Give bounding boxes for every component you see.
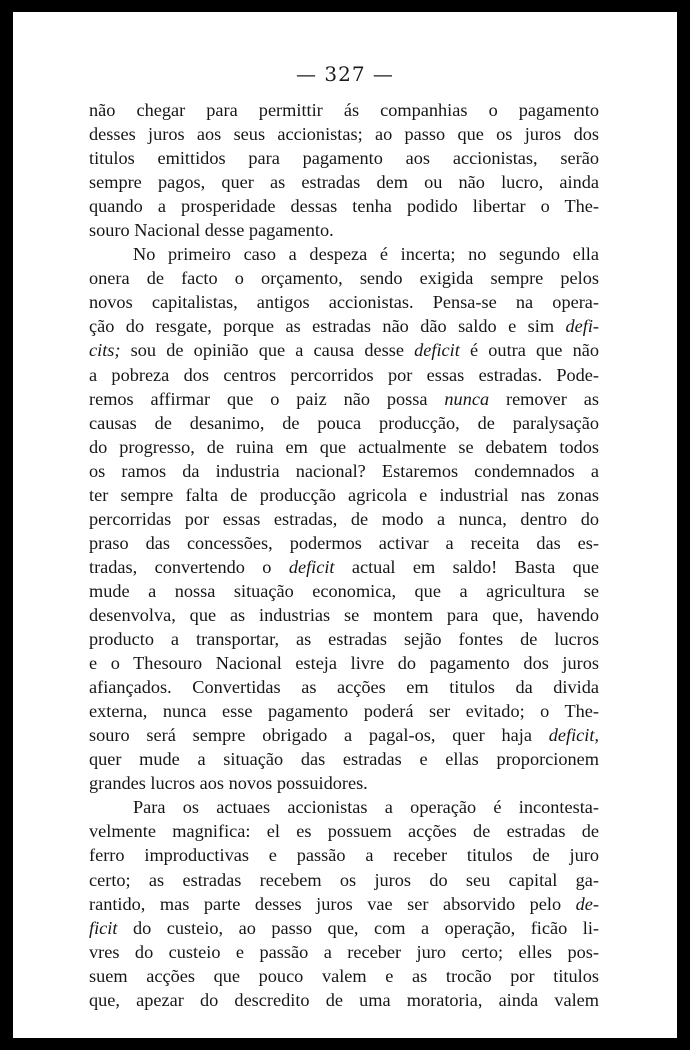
italic-text: cits; — [89, 340, 121, 361]
text-line — [89, 868, 599, 892]
paragraph — [89, 795, 599, 1011]
text-line — [89, 363, 599, 387]
text-segment: souro Nacional desse pagamento. — [89, 220, 334, 241]
text-line — [89, 916, 599, 940]
text-segment: quando a prosperidade dessas tenha podido libertar o The- — [89, 196, 599, 217]
text-line — [89, 843, 599, 867]
italic-text: deficit — [288, 556, 335, 577]
text-line — [89, 627, 599, 651]
text-segment: praso das concessões, podermos activar a receita das es- — [89, 532, 599, 553]
text-segment: não chegar para permittir ás companhias o pagamento — [89, 100, 599, 120]
text-line — [89, 242, 599, 266]
text-segment: causas de desanimo, de pouca producção, de paralysação — [89, 412, 599, 433]
text-segment: quer mude a situação das estradas e ellas proporcionem — [89, 749, 599, 770]
text-segment: vres do custeio e passão a receber juro certo; elles pos- — [89, 941, 599, 962]
italic-text: de- — [575, 893, 599, 914]
italic-text: nunca — [444, 388, 490, 409]
italic-text: ficit — [89, 917, 118, 938]
text-line — [89, 146, 599, 170]
text-line — [89, 411, 599, 435]
text-segment: sou de opinião que a causa desse — [120, 340, 415, 361]
text-line — [89, 603, 599, 627]
text-segment: ção do resgate, porque as estradas não dão saldo e sim — [89, 316, 566, 337]
text-segment: a pobreza dos centros percorridos por essas estradas. Pode- — [89, 364, 599, 385]
text-line — [89, 964, 599, 988]
text-line — [89, 314, 599, 338]
text-line — [89, 723, 599, 747]
text-segment: producto a transportar, as estradas sejão fontes de lucros — [89, 629, 599, 650]
text-line — [89, 290, 599, 314]
text-line — [89, 459, 599, 483]
text-line — [89, 819, 599, 843]
text-line — [89, 98, 599, 122]
body-text — [89, 98, 599, 1012]
text-line — [89, 892, 599, 916]
text-line — [89, 747, 599, 771]
italic-text: deficit, — [548, 725, 599, 746]
text-line — [89, 122, 599, 146]
text-segment: ter sempre falta de producção agricola e industrial nas zonas — [89, 484, 599, 505]
text-segment: remos affirmar que o paiz não possa — [89, 388, 445, 409]
text-line — [89, 675, 599, 699]
text-segment: actual em saldo! Basta que — [334, 556, 599, 577]
text-line — [89, 579, 599, 603]
text-line — [89, 387, 599, 411]
text-segment: que, apezar do descredito de uma moratoria, ainda valem — [89, 989, 599, 1010]
text-segment: percorridas por essas estradas, de modo a nunca, dentro do — [89, 508, 599, 529]
book-page — [13, 12, 677, 1038]
text-segment: suem acções que pouco valem e as trocão por titulos — [89, 965, 599, 986]
text-line — [89, 435, 599, 459]
text-line — [89, 170, 599, 194]
text-segment: os ramos da industria nacional? Estaremos condemnados a — [89, 460, 599, 481]
text-line — [89, 795, 599, 819]
text-line — [89, 771, 599, 795]
text-line — [89, 651, 599, 675]
text-segment: externa, nunca esse pagamento poderá ser evitado; o The- — [89, 701, 599, 722]
text-segment: onera de facto o orçamento, sendo exigida sempre pelos — [89, 268, 599, 289]
text-line — [89, 218, 599, 242]
text-line — [89, 483, 599, 507]
text-segment: e o Thesouro Nacional esteja livre do pagamento dos juros — [89, 653, 599, 674]
text-line — [89, 699, 599, 723]
text-segment: sempre pagos, quer as estradas dem ou não lucro, ainda — [89, 172, 599, 193]
text-segment: do progresso, de ruina em que actualmente se debatem todos — [89, 436, 599, 457]
text-segment: ferro improductivas e passão a receber titulos de juro — [89, 845, 599, 866]
text-segment: afiançados. Convertidas as acções em titulos da divida — [89, 677, 599, 698]
text-line — [89, 266, 599, 290]
text-segment: souro será sempre obrigado a pagal-os, quer haja — [89, 725, 549, 746]
text-segment: é outra que não — [459, 340, 599, 361]
text-segment: certo; as estradas recebem os juros do seu capital ga- — [89, 869, 599, 890]
text-segment: desses juros aos seus accionistas; ao passo que os juros dos — [89, 124, 599, 145]
text-segment: mude a nossa situação economica, que a agricultura se — [89, 580, 599, 601]
text-segment: No primeiro caso a despeza é incerta; no segundo ella — [133, 244, 599, 265]
italic-text: defi- — [565, 316, 599, 337]
text-segment: rantido, mas parte desses juros vae ser absorvido pelo — [89, 893, 576, 914]
page-number: — 327 — — [296, 62, 394, 86]
text-segment: Para os actuaes accionistas a operação é incontesta- — [133, 797, 599, 818]
text-line — [89, 194, 599, 218]
text-segment: velmente magnifica: el es possuem acções de estradas de — [89, 821, 599, 842]
text-line — [89, 338, 599, 362]
paragraph — [89, 242, 599, 795]
text-segment: novos capitalistas, antigos accionistas. Pensa-se na opera- — [89, 292, 599, 313]
text-line — [89, 940, 599, 964]
text-line — [89, 555, 599, 579]
text-segment: remover as — [489, 388, 599, 409]
text-segment: desenvolva, que as industrias se montem para que, havendo — [89, 604, 599, 625]
text-segment: grandes lucros aos novos possuidores. — [89, 773, 368, 794]
paragraph — [89, 98, 599, 242]
italic-text: deficit — [414, 340, 460, 361]
text-line — [89, 531, 599, 555]
text-line — [89, 988, 599, 1012]
text-line — [89, 507, 599, 531]
text-segment: do custeio, ao passo que, com a operação, ficão li- — [117, 917, 599, 938]
text-segment: titulos emittidos para pagamento aos accionistas, serão — [89, 148, 599, 169]
text-segment: tradas, convertendo o — [89, 556, 289, 577]
